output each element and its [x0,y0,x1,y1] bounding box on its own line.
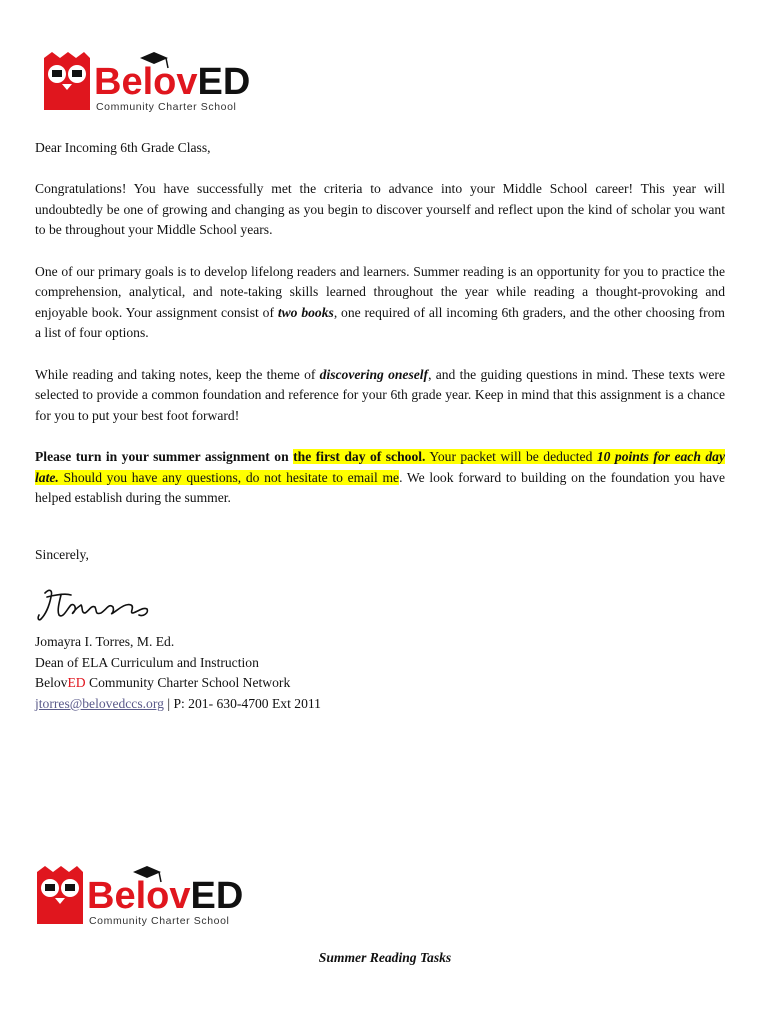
school-logo-top [40,48,251,118]
paragraph-congratulations: Congratulations! You have successfully met the criteria to advance into your Middle School career! This year will undoubtedly be one of growing and changing as you begin to discover yourself and reflect upon the kind of scholar you want to be throughout your Middle School years. [35,181,725,238]
signer-title: Dean of ELA Curriculum and Instruction [35,654,259,670]
letter-body [35,138,725,529]
phone-number: | P: 201- 630-4700 Ext 2011 [163,695,321,711]
highlight-first-day: the first day of school. [293,448,426,464]
school-logo-bottom [33,862,244,932]
logo-tagline: Community Charter School [89,915,230,927]
paragraph-deadline: Please turn in your summer assignment on the first day of school. Your packet will be deducted 10 points for each day late. Should you have any questions, do not hesitate to email me. We look forward to building on the foundation you have helped establish during the summer. [35,448,726,506]
paragraph-goals: One of our primary goals is to develop lifelong readers and learners. Summer reading is an opportunity for you to practice the comprehension, analytical, and note-taking skills learned throughout the year while reading a thought-provoking and enjoyable book. Your assignment consist of two books, one required of all incoming 6th graders, and the other choosing from a list of four options. [35,263,725,341]
logo-tagline: Community Charter School [96,101,237,113]
brand-text: BelovED [87,875,244,917]
handwritten-signature [35,585,155,632]
owl-logo-icon [33,862,244,932]
email-link[interactable]: jtorres@belovedccs.org [35,695,164,711]
section-title: Summer Reading Tasks [318,950,452,965]
highlight-points-deducted: 10 points for each day late. [35,448,725,485]
brand-text: BelovED [94,61,251,103]
signer-name: Jomayra I. Torres, M. Ed. [35,634,175,649]
owl-logo-icon [40,48,251,118]
signer-organization: BelovED Community Charter School Network [35,675,291,691]
closing: Sincerely, [35,547,89,562]
emphasis-two-books: two books [277,304,334,320]
greeting: Dear Incoming 6th Grade Class, [35,140,211,155]
emphasis-discovering-oneself: discovering oneself [319,366,429,382]
paragraph-theme: While reading and taking notes, keep the theme of discovering oneself, and the guiding questions in mind. These texts were selected to provide a common foundation and reference for your 6th grade year. Keep in mind that this assignment is a chance for you to put your best foot forward! [35,366,725,423]
signature-block [35,632,321,714]
contact-line [35,694,321,715]
